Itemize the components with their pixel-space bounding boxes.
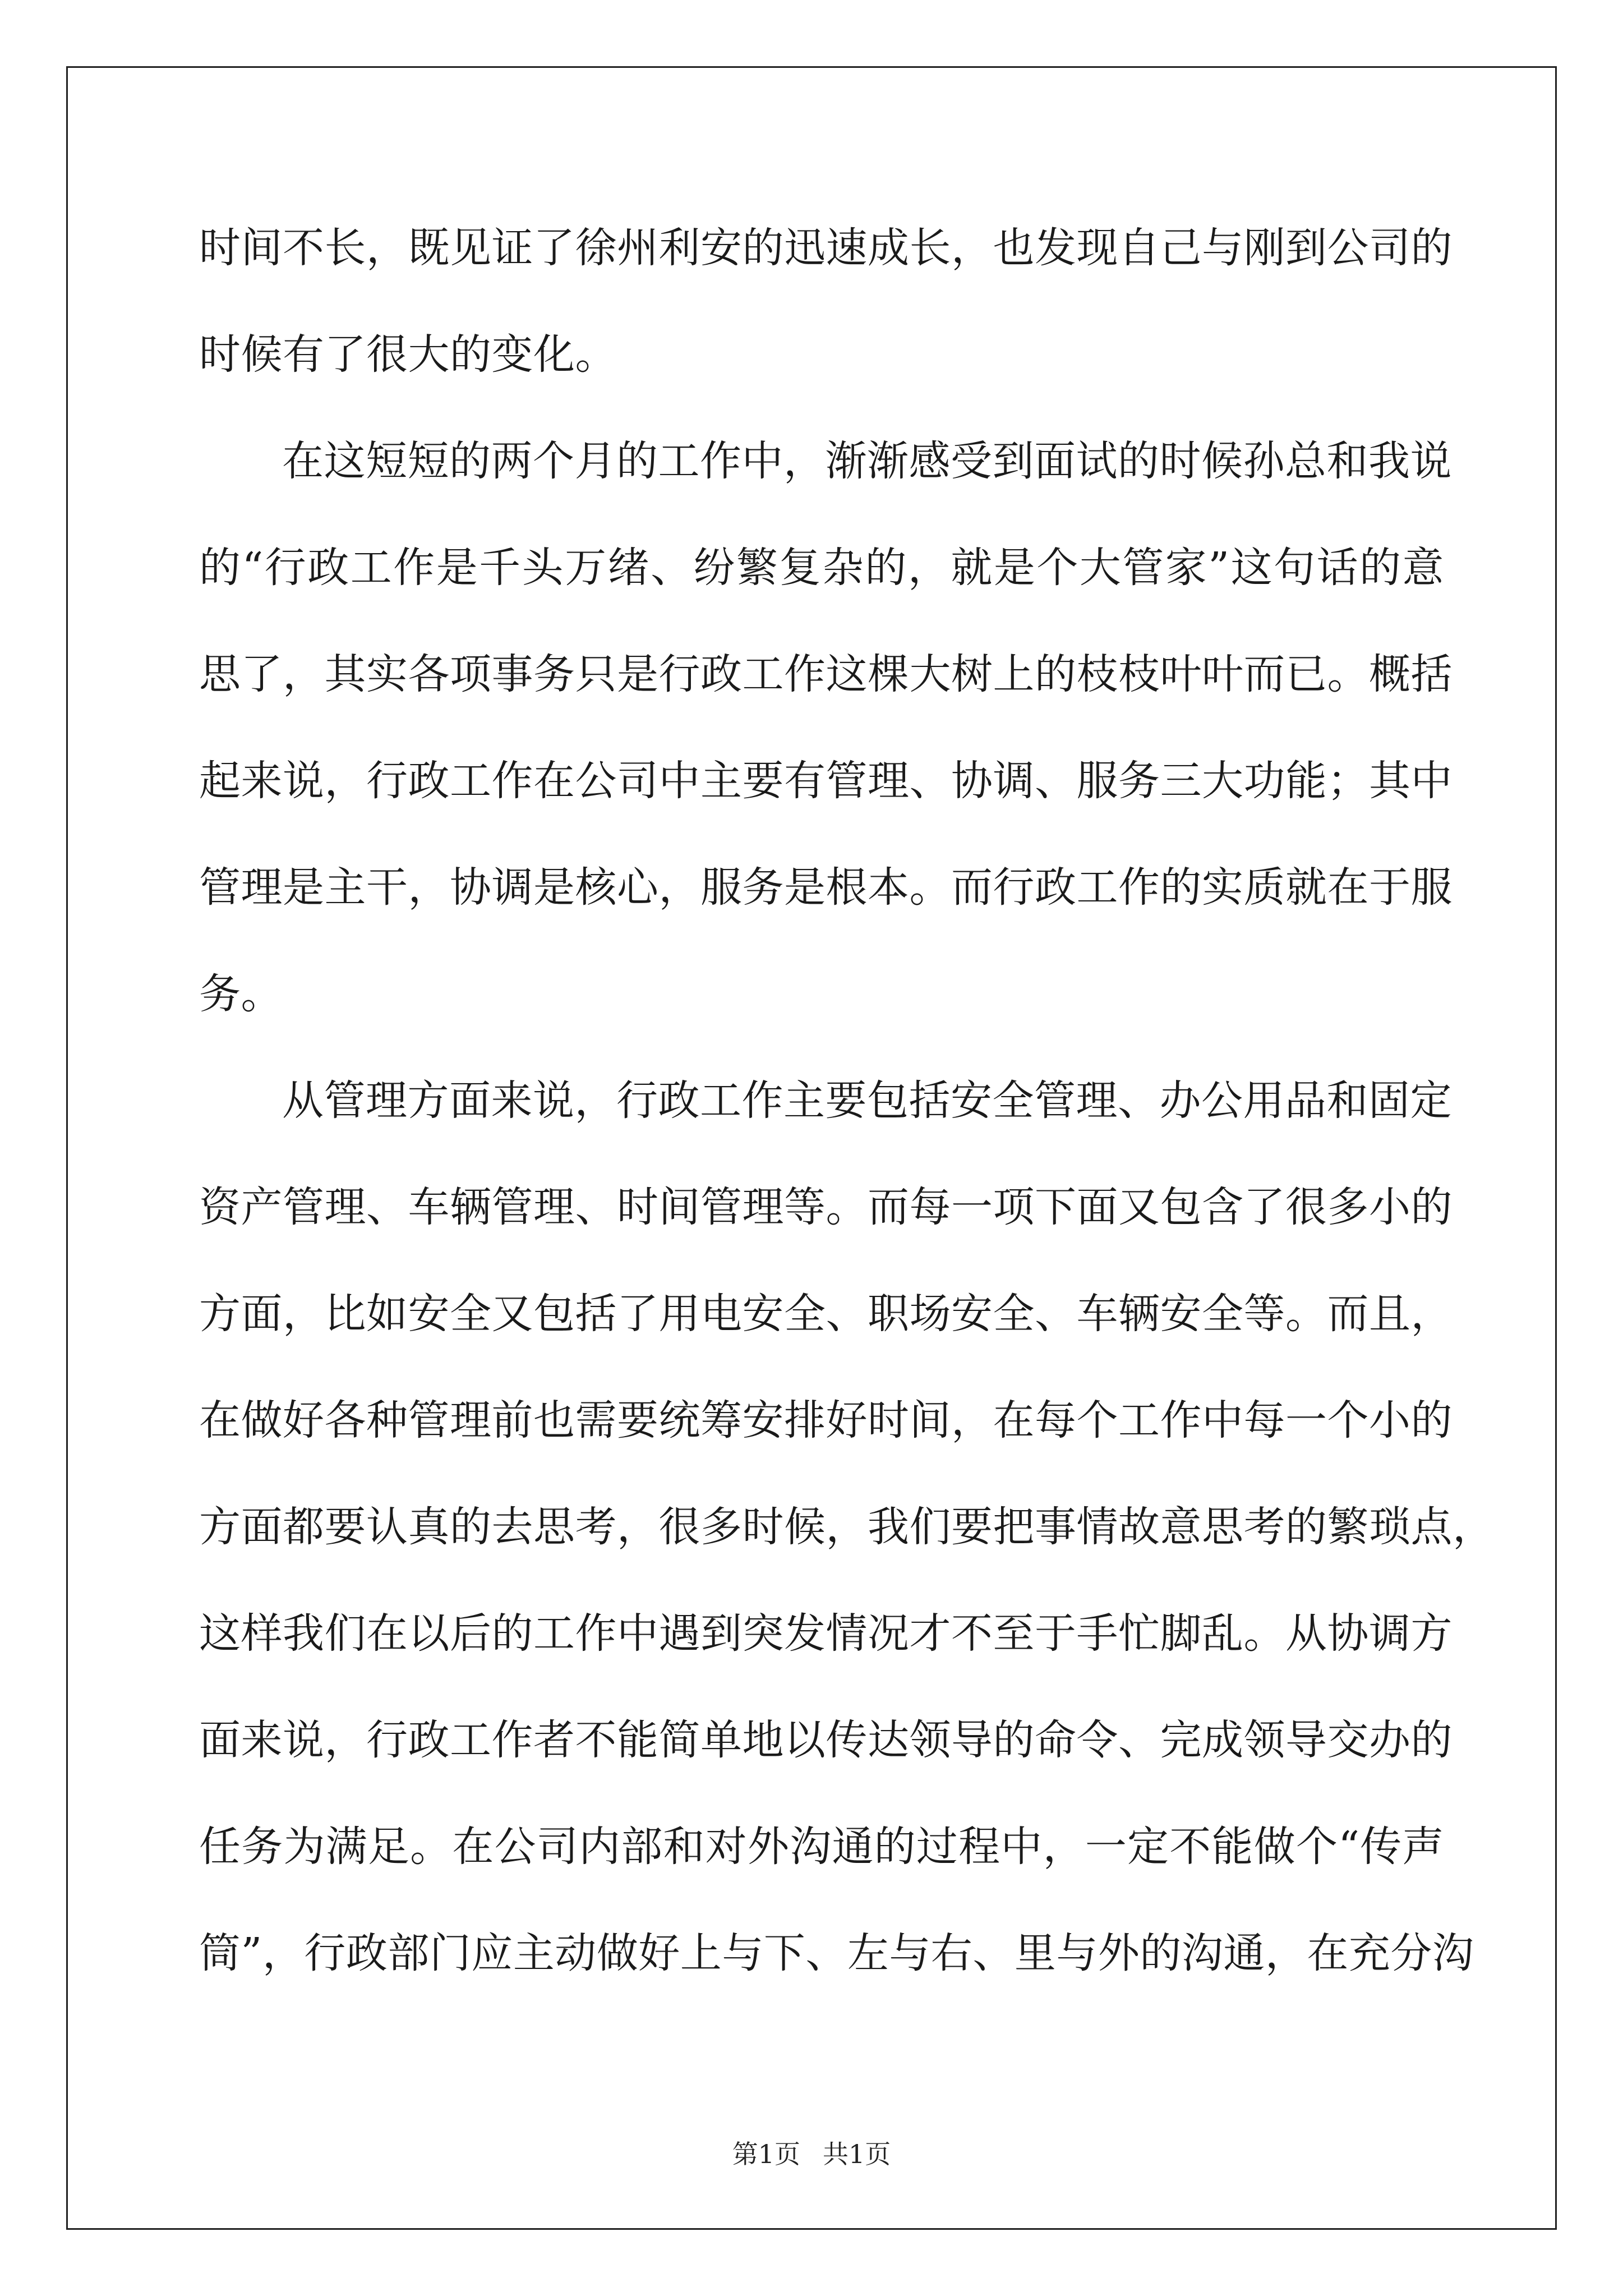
- page-footer: [0, 2137, 1623, 2171]
- text-line-1: 时间不长，既见证了徐州利安的迅速成长，也发现自己与刚到公司的: [199, 224, 1453, 272]
- page-number: 第1页: [732, 2139, 800, 2169]
- text-line-13: 方面都要认真的去思考，很多时候，我们要把事情故意思考的繁琐点，: [199, 1503, 1495, 1551]
- text-line-3: 在这短短的两个月的工作中，渐渐感受到面试的时候孙总和我说: [282, 437, 1452, 485]
- page-total: 共1页: [823, 2139, 891, 2169]
- text-line-6: 起来说，行政工作在公司中主要有管理、协调、服务三大功能；其中: [199, 757, 1453, 805]
- document-body: [199, 223, 1495, 2035]
- text-line-8: 务。: [199, 970, 283, 1018]
- text-line-4: 的“行政工作是千头万绪、纷繁复杂的，就是个大管家”这句话的意: [199, 544, 1444, 592]
- text-line-5: 思了，其实各项事务只是行政工作这棵大树上的枝枝叶叶而已。概括: [199, 650, 1453, 698]
- text-line-16: 任务为满足。在公司内部和对外沟通的过程中，一定不能做个“传声: [199, 1823, 1444, 1871]
- text-line-7: 管理是主干，协调是核心，服务是根本。而行政工作的实质就在于服: [199, 863, 1453, 912]
- text-line-15: 面来说，行政工作者不能简单地以传达领导的命令、完成领导交办的: [199, 1716, 1453, 1764]
- text-line-14: 这样我们在以后的工作中遇到突发情况才不至于手忙脚乱。从协调方: [199, 1609, 1453, 1658]
- text-line-11: 方面，比如安全又包括了用电安全、职场安全、车辆安全等。而且，: [199, 1290, 1453, 1338]
- text-line-9: 从管理方面来说，行政工作主要包括安全管理、办公用品和固定: [282, 1076, 1452, 1125]
- text-line-10: 资产管理、车辆管理、时间管理等。而每一项下面又包含了很多小的: [199, 1183, 1453, 1231]
- text-line-17: 筒”，行政部门应主动做好上与下、左与右、里与外的沟通，在充分沟: [199, 1929, 1474, 1977]
- text-line-12: 在做好各种管理前也需要统筹安排好时间，在每个工作中每一个小的: [199, 1396, 1453, 1444]
- text-line-2: 时候有了很大的变化。: [199, 330, 617, 379]
